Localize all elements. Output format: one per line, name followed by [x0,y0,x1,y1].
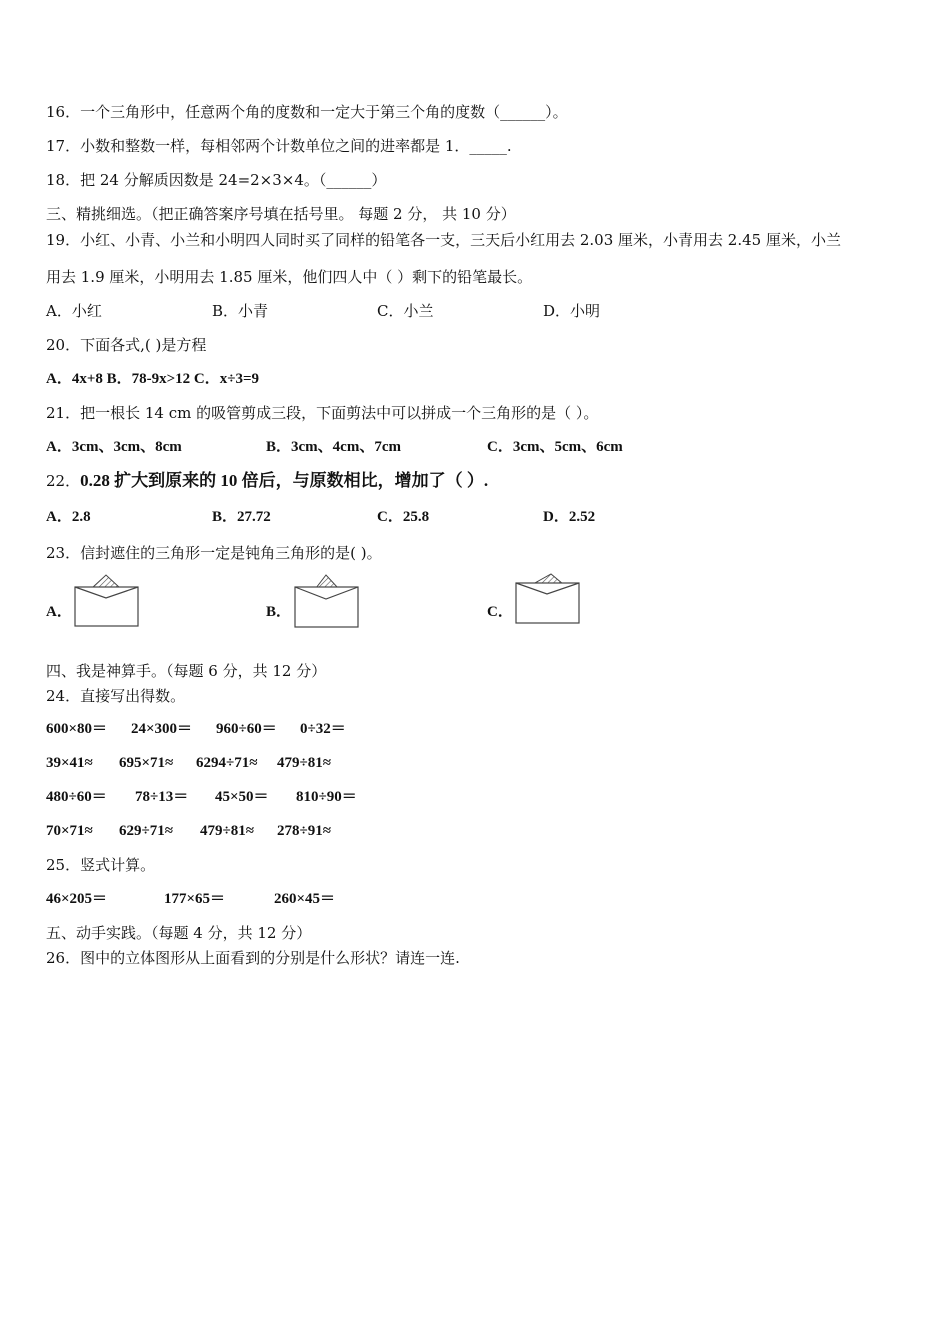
question-22 [46,471,488,491]
question-text: 下面各式,( )是方程 [80,336,207,354]
question-19-line1 [46,230,841,250]
question-16 [46,102,568,122]
option-b: B．3cm、4cm、7cm [266,439,401,455]
calc-item: 70×71≈ [46,823,93,839]
question-number: 19． [46,231,81,249]
question-20-options: A．4x+8 B．78-9x>12 C．x÷3=9 [46,371,260,387]
calc-item: 695×71≈ [119,755,174,771]
option-b-label: B． [266,604,292,620]
question-18 [46,170,386,190]
question-24 [46,686,185,706]
calc-item: 6294÷71≈ [196,755,258,771]
question-number: 24． [46,687,81,705]
question-number: 20． [46,336,81,354]
envelope-right-triangle-icon [292,574,362,630]
option-d: D．小明 [543,302,601,320]
calc-item: 39×41≈ [46,755,93,771]
calc-item: 0÷32＝ [300,721,346,737]
option-c-label: C． [487,604,513,620]
option-b: B．小青 [212,302,269,320]
question-text: 竖式计算。 [80,856,156,874]
vertical-calc-item: 260×45＝ [274,891,336,907]
calc-item: 479÷81≈ [277,755,331,771]
calc-item: 629÷71≈ [119,823,173,839]
question-text: 把 24 分解质因数是 24=2×3×4。（______） [80,171,387,189]
calc-item: 480÷60＝ [46,789,107,805]
option-a: A．小红 [46,302,102,320]
option-a: A．3cm、3cm、8cm [46,439,182,455]
option-c: C．25.8 [377,509,430,525]
section-4-title: 四、我是神算手。（每题 6 分，共 12 分） [46,662,327,680]
question-text: 小数和整数一样，每相邻两个计数单位之间的进率都是 1．_____. [80,137,512,155]
question-number: 18． [46,171,81,189]
question-20 [46,335,206,355]
envelope-obtuse-triangle-icon [513,572,583,626]
option-a: A．2.8 [46,509,91,525]
option-b: B．27.72 [212,509,271,525]
question-25 [46,855,155,875]
question-number: 21． [46,404,81,422]
envelope-acute-triangle-icon [72,574,142,628]
section-5-title: 五、动手实践。（每题 4 分，共 12 分） [46,924,312,942]
question-number: 23． [46,544,81,562]
calc-item: 960÷60＝ [216,721,277,737]
option-a-label: A． [46,604,72,620]
calc-item: 479÷81≈ [200,823,254,839]
question-17 [46,136,512,156]
section-3-title: 三、精挑细选。（把正确答案序号填在括号里。 每题 2 分， 共 10 分） [46,205,516,223]
question-number: 25． [46,856,81,874]
vertical-calc-item: 46×205＝ [46,891,108,907]
question-text: 图中的立体图形从上面看到的分别是什么形状？请连一连. [80,949,460,967]
vertical-calc-item: 177×65＝ [164,891,226,907]
question-text: 一个三角形中，任意两个角的度数和一定大于第三个角的度数（______）。 [80,103,568,121]
question-text: 信封遮住的三角形一定是钝角三角形的是( )。 [80,544,382,562]
question-23 [46,543,382,563]
option-c: C．小兰 [377,302,434,320]
question-21 [46,403,598,423]
question-26 [46,948,460,968]
question-number: 22． [46,472,81,490]
question-text: 0.28 扩大到原来的 10 倍后，与原数相比，增加了（ ）. [80,471,489,490]
option-d: D．2.52 [543,509,596,525]
calc-item: 45×50＝ [215,789,269,805]
calc-item: 600×80＝ [46,721,108,737]
calc-item: 24×300＝ [131,721,193,737]
question-19-line2: 用去 1.9 厘米，小明用去 1.85 厘米，他们四人中（ ）剩下的铅笔最长。 [46,268,533,286]
question-text: 小红、小青、小兰和小明四人同时买了同样的铅笔各一支，三天后小红用去 2.03 厘米，小青用去 2.45 厘米，小兰 [80,231,841,249]
question-text: 直接写出得数。 [80,687,186,705]
calc-item: 278÷91≈ [277,823,331,839]
option-c: C．3cm、5cm、6cm [487,439,623,455]
calc-item: 78÷13＝ [135,789,189,805]
question-text: 把一根长 14 cm 的吸管剪成三段，下面剪法中可以拼成一个三角形的是（ ）。 [80,404,599,422]
question-number: 26． [46,949,81,967]
calc-item: 810÷90＝ [296,789,357,805]
question-number: 16． [46,103,81,121]
question-number: 17． [46,137,81,155]
